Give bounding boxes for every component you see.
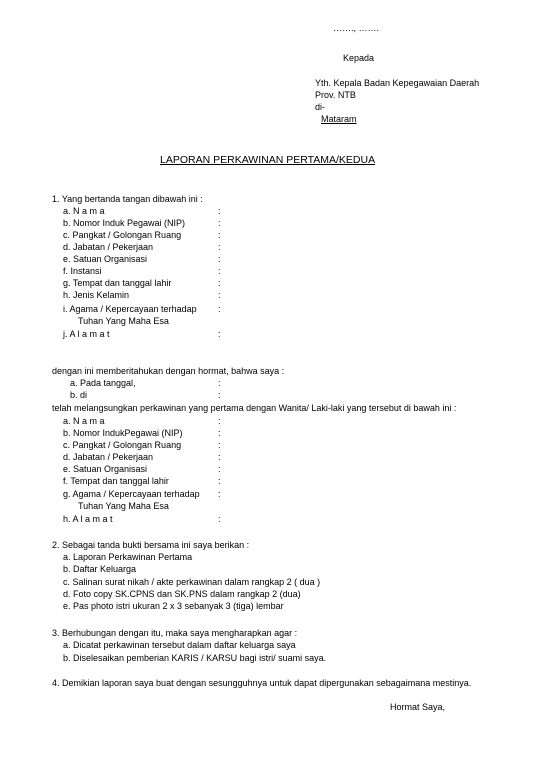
s1-kelamin: h. Jenis Kelamin <box>63 290 130 300</box>
closing: Hormat Saya, <box>390 702 446 712</box>
colon: : <box>218 329 221 339</box>
sp-agama: g. Agama / Kepercayaan terhadap <box>63 489 200 499</box>
colon: : <box>218 416 221 426</box>
s3-item: a. Dicatat perkawinan tersebut dalam daftar keluarga saya <box>63 640 296 650</box>
s2-item: e. Pas photo istri ukuran 2 x 3 sebanyak 3 (tiga) lembar <box>63 601 284 611</box>
section4-text: 4. Demikian laporan saya buat dengan sesungguhnya untuk dapat dipergunakan sebagaimana mestinya. <box>52 678 472 688</box>
sp-agama-cont: Tuhan Yang Maha Esa <box>78 501 169 511</box>
document-title: LAPORAN PERKAWINAN PERTAMA/KEDUA <box>160 154 376 166</box>
s1-jabatan: d. Jabatan / Pekerjaan <box>63 242 154 252</box>
date-line: ……., ……. <box>333 23 380 33</box>
city: Mataram <box>321 114 357 124</box>
colon: : <box>218 489 221 499</box>
sp-pangkat: c. Pangkat / Golongan Ruang <box>63 440 182 450</box>
colon: : <box>218 206 221 216</box>
sp-alamat: h. A l a m a t <box>63 514 113 524</box>
s1-alamat: j. A l a m a t <box>63 329 110 339</box>
s2-item: d. Foto copy SK.CPNS dan SK.PNS dalam rangkap 2 (dua) <box>63 589 301 599</box>
s2-item: a. Laporan Perkawinan Pertama <box>63 552 193 562</box>
sp-nip: b. Nomor IndukPegawai (NIP) <box>63 428 183 438</box>
s1-ttl: g. Tempat dan tanggal lahir <box>63 278 172 288</box>
s2-item: c. Salinan surat nikah / akte perkawinan dalam rangkap 2 ( dua ) <box>63 577 321 587</box>
sp-satuan: e. Satuan Organisasi <box>63 464 148 474</box>
colon: : <box>218 218 221 228</box>
colon: : <box>218 278 221 288</box>
s1-agama-cont: Tuhan Yang Maha Esa <box>78 316 169 326</box>
section2-intro: 2. Sebagai tanda bukti bersama ini saya berikan : <box>52 540 250 550</box>
recipient: Yth. Kepala Badan Kepegawaian Daerah <box>315 78 480 88</box>
married-line: telah melangsungkan perkawinan yang pertama dengan Wanita/ Laki-laki yang tersebut di bawah ini : <box>52 403 457 413</box>
colon: : <box>218 452 221 462</box>
sp-nama: a. N a m a <box>63 416 105 426</box>
s1-satuan: e. Satuan Organisasi <box>63 254 148 264</box>
colon: : <box>218 254 221 264</box>
colon: : <box>218 440 221 450</box>
notice-line: dengan ini memberitahukan dengan hormat, bahwa saya : <box>52 366 285 376</box>
sp-ttl: f. Tempat dan tanggal lahir <box>63 476 169 486</box>
s1-instansi: f. Instansi <box>63 266 102 276</box>
province: Prov. NTB <box>315 90 356 100</box>
colon: : <box>218 304 221 314</box>
section3-intro: 3. Berhubungan dengan itu, maka saya mengharapkan agar : <box>52 628 298 638</box>
colon: : <box>218 390 221 400</box>
colon: : <box>218 290 221 300</box>
notice-date: a. Pada tanggal, <box>70 378 136 388</box>
colon: : <box>218 266 221 276</box>
di-label: di- <box>315 102 326 112</box>
s3-item: b. Diselesaikan pemberian KARIS / KARSU bagi istri/ suami saya. <box>63 653 327 663</box>
sp-jabatan: d. Jabatan / Pekerjaan <box>63 452 154 462</box>
colon: : <box>218 464 221 474</box>
kepada: Kepada <box>343 53 375 63</box>
s1-pangkat: c. Pangkat / Golongan Ruang <box>63 230 182 240</box>
s1-agama: i. Agama / Kepercayaan terhadap <box>63 304 197 314</box>
s1-nama: a. N a m a <box>63 206 105 216</box>
s1-nip: b. Nomor Induk Pegawai (NIP) <box>63 218 186 228</box>
colon: : <box>218 242 221 252</box>
notice-place: b. di <box>70 390 88 400</box>
s2-item: b. Daftar Keluarga <box>63 564 137 574</box>
colon: : <box>218 428 221 438</box>
colon: : <box>218 378 221 388</box>
colon: : <box>218 230 221 240</box>
section1-intro: 1. Yang bertanda tangan dibawah ini : <box>52 194 203 204</box>
colon: : <box>218 514 221 524</box>
colon: : <box>218 476 221 486</box>
